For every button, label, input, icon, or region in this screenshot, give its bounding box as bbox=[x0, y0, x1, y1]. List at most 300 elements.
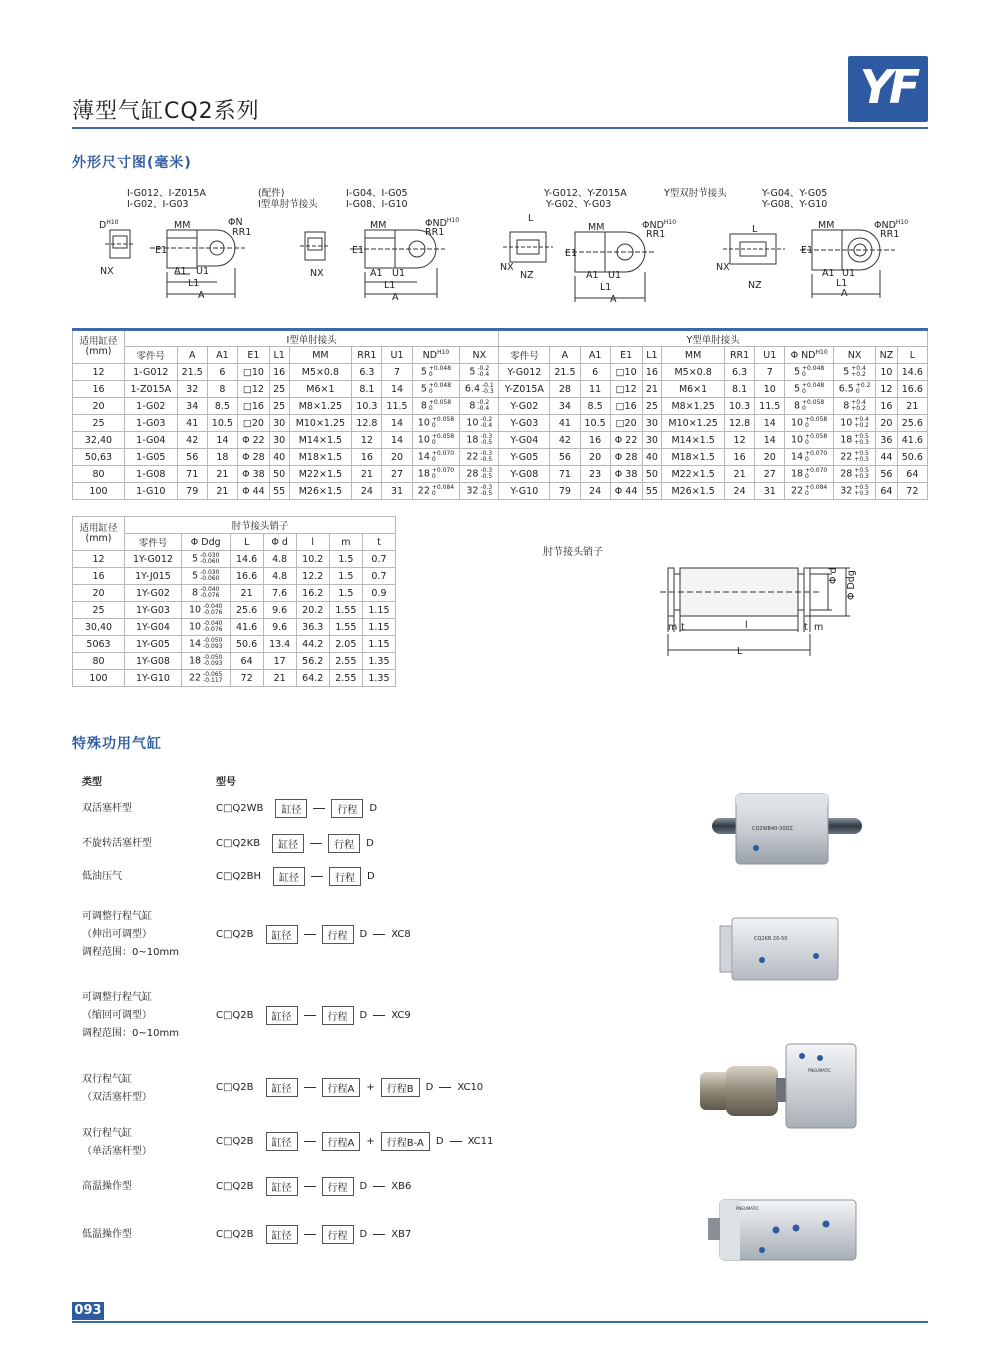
cell-part: 1Y-G08 bbox=[125, 653, 182, 670]
model-part-box: 缸径 bbox=[266, 1177, 298, 1196]
cell-L: 41.6 bbox=[230, 619, 263, 636]
cell-y-nz: 10 bbox=[876, 364, 897, 381]
cell-L: 64 bbox=[230, 653, 263, 670]
cell-l: 12.2 bbox=[296, 568, 329, 585]
diagram4-label2: Y-G02、Y-G03 bbox=[546, 199, 612, 210]
dash bbox=[304, 1186, 316, 1187]
diagram3-label1: I-G04、I-G05 bbox=[346, 188, 408, 199]
footer-divider bbox=[72, 1321, 928, 1323]
model-code: XC9 bbox=[391, 1010, 411, 1021]
table-row bbox=[73, 483, 928, 500]
header-y-10: NZ bbox=[876, 347, 897, 364]
dash bbox=[304, 1087, 316, 1088]
header-y-7: U1 bbox=[755, 347, 785, 364]
model-part-box: 行程 bbox=[331, 799, 363, 818]
cell-d: 17 bbox=[263, 653, 296, 670]
cell-t: 1.35 bbox=[362, 670, 395, 687]
cell-y-nz: 64 bbox=[876, 483, 897, 500]
header-y-0: 零件号 bbox=[499, 347, 550, 364]
model-part-box: 行程A bbox=[322, 1132, 361, 1151]
dim-NX-2: NX bbox=[310, 268, 324, 279]
brand-logo bbox=[848, 56, 928, 122]
cell-i-nd: 10 +0.058 0 bbox=[412, 432, 460, 449]
cell-m: 2.05 bbox=[329, 636, 362, 653]
diagram1-label2: I-G02、I-G03 bbox=[127, 199, 189, 210]
cell-i-l1: 40 bbox=[269, 449, 289, 466]
special-type-6: 双行程气缸 （单活塞杆型） bbox=[82, 1128, 152, 1157]
dim-L1-4: L1 bbox=[600, 282, 612, 293]
diagram2-label2: I型单肘节接头 bbox=[258, 199, 318, 210]
cell-i-rr1: 12 bbox=[352, 432, 382, 449]
cell-y-e1: Φ 22 bbox=[610, 432, 642, 449]
header-y-1: A bbox=[550, 347, 580, 364]
cell-t: 1.15 bbox=[362, 636, 395, 653]
plus-sign: + bbox=[366, 1136, 375, 1147]
dim-U1-6: U1 bbox=[842, 268, 855, 279]
model-part-box: 行程 bbox=[322, 1006, 354, 1025]
cell-y-a: 71 bbox=[550, 466, 580, 483]
cell-L: 16.6 bbox=[230, 568, 263, 585]
cell-m: 2.55 bbox=[329, 670, 362, 687]
cell-i-part: 1-G02 bbox=[125, 398, 178, 415]
cell-i-a1: 8 bbox=[207, 381, 237, 398]
header-y-3: E1 bbox=[610, 347, 642, 364]
table-row bbox=[73, 415, 928, 432]
cell-d: 13.4 bbox=[263, 636, 296, 653]
dim-NX-5: NX bbox=[716, 262, 730, 273]
cell-part: 1Y-G02 bbox=[125, 585, 182, 602]
dash bbox=[304, 1234, 316, 1235]
dim-phiND-4: $\Phi ND^{H10}$ bbox=[642, 219, 677, 232]
col-type-header: 类型 bbox=[82, 777, 102, 788]
dim-MM-3: MM bbox=[370, 220, 387, 231]
table-row bbox=[73, 568, 396, 585]
cell-bore: 12 bbox=[73, 364, 125, 381]
cell-i-a1: 8.5 bbox=[207, 398, 237, 415]
cell-ddg: 8 -0.040 -0.076 bbox=[181, 585, 230, 602]
cell-part: 1Y-G04 bbox=[125, 619, 182, 636]
pin-dim-ddg: Φ Ddg bbox=[846, 570, 857, 600]
cell-y-nx: 10 +0.4 +0.2 bbox=[833, 415, 875, 432]
cell-t: 0.7 bbox=[362, 551, 395, 568]
pin-dim-l: l bbox=[745, 620, 748, 631]
cell-i-e1: Φ 38 bbox=[237, 466, 269, 483]
cell-m: 1.5 bbox=[329, 551, 362, 568]
dim-NZ-4: NZ bbox=[520, 270, 534, 281]
table-row bbox=[73, 449, 928, 466]
cell-bore: 100 bbox=[73, 483, 125, 500]
cell-i-e1: Φ 22 bbox=[237, 432, 269, 449]
cell-i-a1: 14 bbox=[207, 432, 237, 449]
cell-i-rr1: 6.3 bbox=[352, 364, 382, 381]
special-model-1 bbox=[216, 834, 374, 853]
cell-i-nd: 10 +0.058 0 bbox=[412, 415, 460, 432]
cell-y-nx: 32 +0.5 +0.3 bbox=[833, 483, 875, 500]
header-pin-2: L bbox=[230, 534, 263, 551]
model-prefix: C□Q2B bbox=[216, 1010, 254, 1021]
cell-bore: 50,63 bbox=[73, 449, 125, 466]
dim-A-6: A bbox=[841, 288, 848, 299]
cell-i-mm: M14×1.5 bbox=[289, 432, 352, 449]
model-part-box: 行程A bbox=[322, 1078, 361, 1097]
cell-y-mm: M26×1.5 bbox=[662, 483, 725, 500]
model-prefix: C□Q2B bbox=[216, 1229, 254, 1240]
header-i-4: L1 bbox=[269, 347, 289, 364]
cell-i-rr1: 24 bbox=[352, 483, 382, 500]
table-row bbox=[73, 619, 396, 636]
dim-U1-4: U1 bbox=[608, 270, 621, 281]
cell-t: 1.15 bbox=[362, 602, 395, 619]
header-bore: 适用缸径 (mm) bbox=[73, 330, 125, 364]
cell-y-rr1: 8.1 bbox=[725, 381, 755, 398]
model-part-box: 缸径 bbox=[266, 1078, 298, 1097]
model-part-box: 缸径 bbox=[272, 834, 304, 853]
diagram4-label1: Y-G012、Y-Z015A bbox=[544, 188, 627, 199]
cell-y-l1: 30 bbox=[642, 432, 662, 449]
cell-i-e1: □10 bbox=[237, 364, 269, 381]
cell-d: 4.8 bbox=[263, 551, 296, 568]
cell-y-rr1: 6.3 bbox=[725, 364, 755, 381]
model-suffix: D bbox=[367, 871, 375, 882]
cell-y-part: Y-G10 bbox=[499, 483, 550, 500]
cell-i-mm: M8×1.25 bbox=[289, 398, 352, 415]
cell-L: 14.6 bbox=[230, 551, 263, 568]
cell-y-e1: Φ 44 bbox=[610, 483, 642, 500]
dim-A1-3: A1 bbox=[370, 268, 383, 279]
cell-y-u1: 10 bbox=[755, 381, 785, 398]
cell-y-nx: 28 +0.5 +0.3 bbox=[833, 466, 875, 483]
special-type-3: 可调整行程气缸 （伸出可调型） 调程范围：0~10mm bbox=[82, 911, 179, 958]
cell-i-a1: 6 bbox=[207, 364, 237, 381]
cell-y-rr1: 12 bbox=[725, 432, 755, 449]
dim-L1-3: L1 bbox=[384, 280, 396, 291]
cell-y-nd: 8 +0.058 0 bbox=[785, 398, 834, 415]
dash bbox=[373, 1186, 385, 1187]
model-part-box: 缸径 bbox=[266, 1006, 298, 1025]
dim-RR1-4: RR1 bbox=[646, 229, 666, 240]
cell-y-a: 21.5 bbox=[550, 364, 580, 381]
cell-i-nd: 5 +0.048 0 bbox=[412, 364, 460, 381]
cell-m: 2.55 bbox=[329, 653, 362, 670]
cell-bore: 100 bbox=[73, 670, 125, 687]
special-model-6 bbox=[216, 1132, 493, 1151]
header-i-3: E1 bbox=[237, 347, 269, 364]
cell-y-e1: □10 bbox=[610, 364, 642, 381]
dash bbox=[304, 1141, 316, 1142]
header-pin-0: 零件号 bbox=[125, 534, 182, 551]
model-suffix: D bbox=[425, 1082, 434, 1093]
cell-y-a1: 8.5 bbox=[580, 398, 610, 415]
pin-dim-L: L bbox=[737, 646, 743, 657]
cell-i-part: 1-G05 bbox=[125, 449, 178, 466]
cell-i-u1: 14 bbox=[382, 381, 412, 398]
header-y-5: MM bbox=[662, 347, 725, 364]
model-code: XC11 bbox=[467, 1136, 494, 1147]
model-suffix: D bbox=[359, 929, 368, 940]
model-prefix: C□Q2KB bbox=[216, 838, 261, 849]
header-i-6: RR1 bbox=[352, 347, 382, 364]
model-suffix: D bbox=[359, 1010, 368, 1021]
col-model-header: 型号 bbox=[216, 777, 236, 788]
model-part-box: 行程B-A bbox=[381, 1132, 430, 1151]
cell-y-nz: 36 bbox=[876, 432, 897, 449]
cell-i-u1: 11.5 bbox=[382, 398, 412, 415]
diagram3-label2: I-G08、I-G10 bbox=[346, 199, 408, 210]
dim-A1-4: A1 bbox=[586, 270, 599, 281]
table-row bbox=[73, 432, 928, 449]
section-title-dimensions: 外形尺寸图(毫米) bbox=[72, 155, 192, 171]
cell-y-part: Y-G05 bbox=[499, 449, 550, 466]
cell-L: 50.6 bbox=[230, 636, 263, 653]
cell-i-part: 1-Z015A bbox=[125, 381, 178, 398]
cell-bore: 20 bbox=[73, 398, 125, 415]
cell-i-nx: 8 -0.2 -0.4 bbox=[460, 398, 499, 415]
header-group-i: I型单肘接头 bbox=[125, 330, 499, 347]
cell-i-nd: 5 +0.048 0 bbox=[412, 381, 460, 398]
cell-y-mm: M5×0.8 bbox=[662, 364, 725, 381]
table-row bbox=[73, 636, 396, 653]
cell-l: 44.2 bbox=[296, 636, 329, 653]
cell-i-rr1: 16 bbox=[352, 449, 382, 466]
cell-i-a: 56 bbox=[177, 449, 207, 466]
cell-y-a1: 16 bbox=[580, 432, 610, 449]
diagram2-label1: (配件) bbox=[258, 188, 285, 199]
pin-drawing-title: 肘节接头销子 bbox=[543, 547, 603, 558]
cell-y-l1: 16 bbox=[642, 364, 662, 381]
cell-bore: 80 bbox=[73, 653, 125, 670]
header-y-2: A1 bbox=[580, 347, 610, 364]
special-model-3 bbox=[216, 925, 411, 944]
cell-i-nx: 6.4 -0.1 -0.3 bbox=[460, 381, 499, 398]
header-pin-3: Φ d bbox=[263, 534, 296, 551]
dash bbox=[304, 934, 316, 935]
cell-i-a1: 21 bbox=[207, 483, 237, 500]
cell-y-nd: 5 +0.048 0 bbox=[785, 364, 834, 381]
cell-y-l: 64 bbox=[897, 466, 927, 483]
special-type-1: 不旋转活塞杆型 bbox=[82, 838, 152, 849]
special-type-8: 低温操作型 bbox=[82, 1229, 132, 1240]
dim-MM: MM bbox=[174, 220, 191, 231]
model-code: XB6 bbox=[391, 1181, 412, 1192]
page-number: 093 bbox=[72, 1302, 104, 1320]
cell-y-nx: 8 +0.4 +0.2 bbox=[833, 398, 875, 415]
cell-L: 21 bbox=[230, 585, 263, 602]
cell-i-part: 1-G012 bbox=[125, 364, 178, 381]
cell-i-e1: □12 bbox=[237, 381, 269, 398]
cell-d: 21 bbox=[263, 670, 296, 687]
cell-l: 10.2 bbox=[296, 551, 329, 568]
joint-dimension-table bbox=[72, 328, 928, 500]
cell-y-rr1: 21 bbox=[725, 466, 755, 483]
cell-ddg: 10 -0.040 -0.076 bbox=[181, 602, 230, 619]
special-model-0 bbox=[216, 799, 377, 818]
cell-y-part: Y-G02 bbox=[499, 398, 550, 415]
cell-y-a: 42 bbox=[550, 432, 580, 449]
cell-i-u1: 31 bbox=[382, 483, 412, 500]
model-suffix: D bbox=[366, 838, 374, 849]
cell-y-e1: □20 bbox=[610, 415, 642, 432]
dash bbox=[304, 1015, 316, 1016]
cell-y-e1: Φ 28 bbox=[610, 449, 642, 466]
cell-i-u1: 14 bbox=[382, 432, 412, 449]
cell-i-nd: 18 +0.070 0 bbox=[412, 466, 460, 483]
cell-part: 1Y-G03 bbox=[125, 602, 182, 619]
photo-double-rod-cylinder bbox=[708, 788, 868, 870]
dim-E1: E1 bbox=[155, 245, 168, 256]
cell-i-rr1: 12.8 bbox=[352, 415, 382, 432]
cell-i-part: 1-G04 bbox=[125, 432, 178, 449]
special-type-2: 低油压气 bbox=[82, 871, 122, 882]
cell-part: 1Y-G012 bbox=[125, 551, 182, 568]
cell-y-nd: 14 +0.070 0 bbox=[785, 449, 834, 466]
cell-i-nx: 22 -0.3 -0.5 bbox=[460, 449, 499, 466]
dash bbox=[373, 1015, 385, 1016]
special-model-4 bbox=[216, 1006, 411, 1025]
header-bore-2: 适用缸径 (mm) bbox=[73, 517, 125, 551]
cell-i-nd: 14 +0.070 0 bbox=[412, 449, 460, 466]
special-model-8 bbox=[216, 1225, 411, 1244]
cell-i-nx: 32 -0.3 -0.5 bbox=[460, 483, 499, 500]
cell-y-part: Y-G04 bbox=[499, 432, 550, 449]
cell-i-a1: 18 bbox=[207, 449, 237, 466]
pin-dim-m2: m bbox=[814, 622, 824, 633]
cell-i-mm: M6×1 bbox=[289, 381, 352, 398]
header-y-4: L1 bbox=[642, 347, 662, 364]
cell-y-a: 79 bbox=[550, 483, 580, 500]
model-part-box: 行程B bbox=[381, 1078, 420, 1097]
cell-i-nd: 22 +0.084 0 bbox=[412, 483, 460, 500]
cell-l: 56.2 bbox=[296, 653, 329, 670]
dim-A: A bbox=[198, 290, 205, 301]
cell-i-nx: 10 -0.2 -0.4 bbox=[460, 415, 499, 432]
cell-y-a1: 24 bbox=[580, 483, 610, 500]
header-y-11: L bbox=[897, 347, 927, 364]
cell-y-nd: 5 +0.048 0 bbox=[785, 381, 834, 398]
cell-l: 36.3 bbox=[296, 619, 329, 636]
cell-y-l1: 30 bbox=[642, 415, 662, 432]
dim-A-3: A bbox=[392, 292, 399, 303]
diagram5-label1: Y型双肘节接头 bbox=[664, 188, 727, 199]
cell-y-rr1: 10.3 bbox=[725, 398, 755, 415]
cell-i-part: 1-G08 bbox=[125, 466, 178, 483]
dash bbox=[313, 808, 325, 809]
model-part-box: 行程 bbox=[322, 1177, 354, 1196]
cell-m: 1.5 bbox=[329, 585, 362, 602]
cell-ddg: 18 -0.050 -0.093 bbox=[181, 653, 230, 670]
dim-L1-6: L1 bbox=[836, 278, 848, 289]
cell-y-nd: 18 +0.070 0 bbox=[785, 466, 834, 483]
dim-L1: L1 bbox=[188, 278, 200, 289]
dim-E1-3: E1 bbox=[352, 245, 365, 256]
cell-y-rr1: 24 bbox=[725, 483, 755, 500]
cell-i-a: 32 bbox=[177, 381, 207, 398]
cell-y-u1: 7 bbox=[755, 364, 785, 381]
cell-i-u1: 20 bbox=[382, 449, 412, 466]
cell-i-l1: 16 bbox=[269, 364, 289, 381]
cell-bore: 30,40 bbox=[73, 619, 125, 636]
header-group-y: Y型单肘接头 bbox=[499, 330, 928, 347]
cell-y-u1: 27 bbox=[755, 466, 785, 483]
model-part-box: 缸径 bbox=[275, 799, 307, 818]
special-model-7 bbox=[216, 1177, 411, 1196]
model-code: XC10 bbox=[457, 1082, 484, 1093]
cell-y-nz: 20 bbox=[876, 415, 897, 432]
dim-U1: U1 bbox=[196, 266, 209, 277]
header-i-5: MM bbox=[289, 347, 352, 364]
cell-bore: 25 bbox=[73, 415, 125, 432]
pin-dim-d: Φ d bbox=[828, 567, 839, 584]
table-row bbox=[73, 585, 396, 602]
model-part-box: 缸径 bbox=[273, 867, 305, 886]
cell-i-rr1: 10.3 bbox=[352, 398, 382, 415]
cell-i-part: 1-G03 bbox=[125, 415, 178, 432]
cell-i-mm: M5×0.8 bbox=[289, 364, 352, 381]
dash bbox=[450, 1141, 462, 1142]
model-prefix: C□Q2B bbox=[216, 1082, 254, 1093]
cell-part: 1Y-G10 bbox=[125, 670, 182, 687]
photo3-label: PNEUMATIC bbox=[808, 1068, 832, 1073]
dim-E1-6: E1 bbox=[801, 245, 814, 256]
photo-adjustable-cylinder bbox=[712, 912, 842, 984]
cell-part: 1Y-G05 bbox=[125, 636, 182, 653]
cell-i-mm: M10×1.25 bbox=[289, 415, 352, 432]
cell-y-nz: 44 bbox=[876, 449, 897, 466]
model-suffix: D bbox=[359, 1181, 368, 1192]
cell-ddg: 22 -0.065 -0.117 bbox=[181, 670, 230, 687]
cell-y-nz: 56 bbox=[876, 466, 897, 483]
model-suffix: D bbox=[359, 1229, 368, 1240]
cell-y-mm: M18×1.5 bbox=[662, 449, 725, 466]
plus-sign: + bbox=[366, 1082, 375, 1093]
cell-y-l: 72 bbox=[897, 483, 927, 500]
special-type-5: 双行程气缸 （双活塞杆型） bbox=[82, 1074, 152, 1103]
dim-phiND-3: $\Phi ND^{H10}$ bbox=[425, 217, 460, 230]
photo2-label: CQ2KB 20-50 bbox=[754, 936, 788, 942]
cell-d: 4.8 bbox=[263, 568, 296, 585]
cell-y-mm: M22×1.5 bbox=[662, 466, 725, 483]
dim-phiND-6: $\Phi ND^{H10}$ bbox=[874, 219, 909, 232]
cell-l: 20.2 bbox=[296, 602, 329, 619]
cell-d: 7.6 bbox=[263, 585, 296, 602]
cell-y-nd: 10 +0.058 0 bbox=[785, 432, 834, 449]
cell-i-nd: 8 +0.058 0 bbox=[412, 398, 460, 415]
special-type-7: 高温操作型 bbox=[82, 1181, 132, 1192]
header-y-9: NX bbox=[833, 347, 875, 364]
cell-y-nd: 22 +0.084 0 bbox=[785, 483, 834, 500]
cell-y-mm: M6×1 bbox=[662, 381, 725, 398]
dash bbox=[311, 876, 323, 877]
cell-y-mm: M8×1.25 bbox=[662, 398, 725, 415]
model-part-box: 行程 bbox=[322, 1225, 354, 1244]
cell-m: 1.55 bbox=[329, 619, 362, 636]
cell-i-u1: 7 bbox=[382, 364, 412, 381]
cell-i-l1: 30 bbox=[269, 432, 289, 449]
dim-E1-4: E1 bbox=[565, 248, 578, 259]
cell-d: 9.6 bbox=[263, 602, 296, 619]
dim-phiN: ΦN bbox=[228, 217, 243, 228]
cell-t: 0.9 bbox=[362, 585, 395, 602]
header-group-pin: 肘节接头销子 bbox=[125, 517, 396, 534]
page-title: 薄型气缸CQ2系列 bbox=[72, 99, 260, 124]
cell-bore: 16 bbox=[73, 381, 125, 398]
cell-d: 9.6 bbox=[263, 619, 296, 636]
cell-y-a1: 11 bbox=[580, 381, 610, 398]
model-part-box: 行程 bbox=[328, 834, 360, 853]
dim-NX-4: NX bbox=[500, 262, 514, 273]
special-model-5 bbox=[216, 1078, 483, 1097]
cell-y-u1: 20 bbox=[755, 449, 785, 466]
cell-i-u1: 27 bbox=[382, 466, 412, 483]
